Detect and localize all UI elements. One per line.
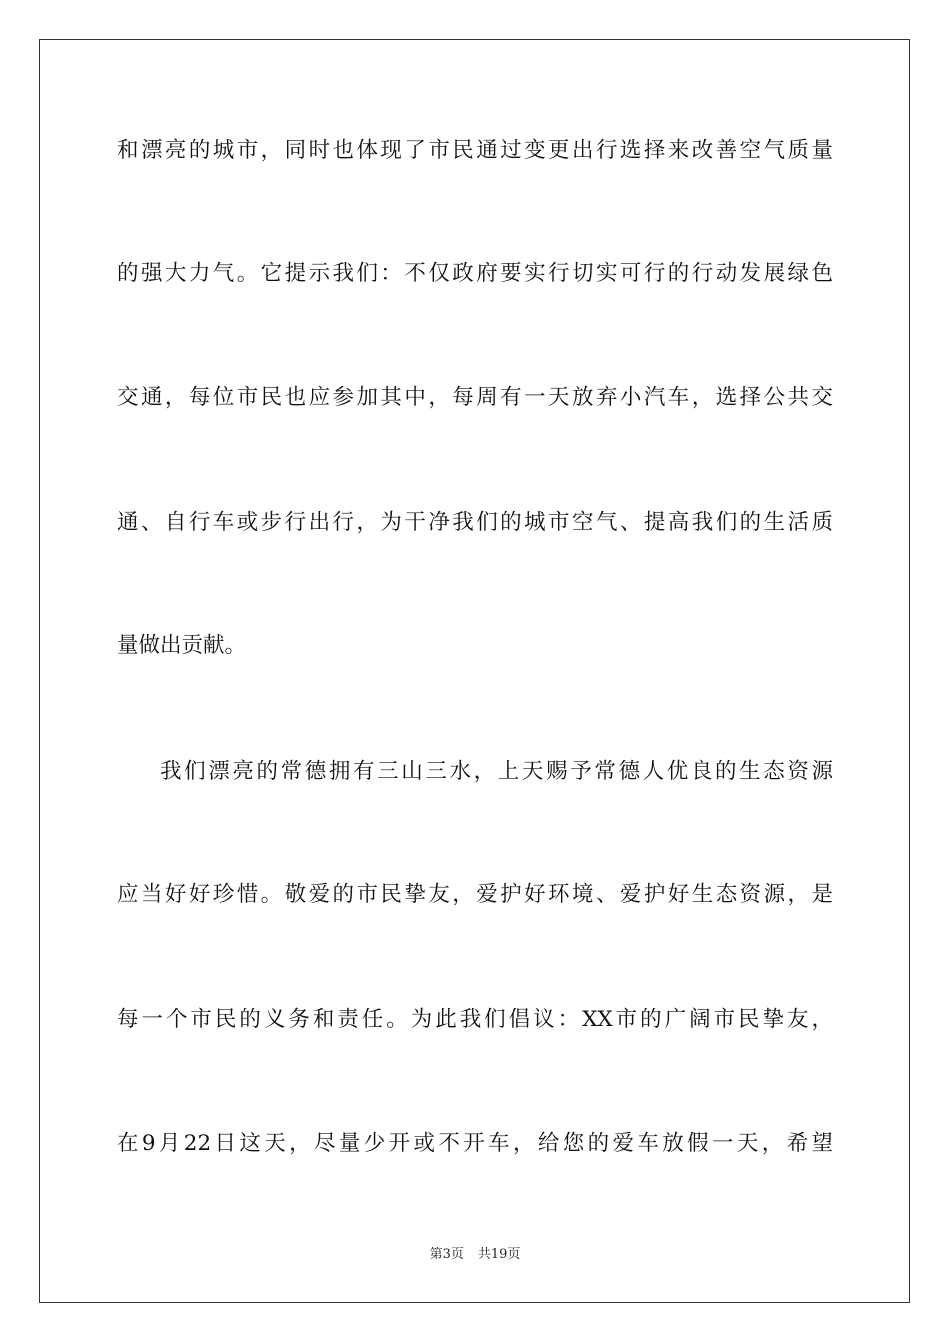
page-total: 共19页 bbox=[477, 1247, 521, 1262]
body-line-7: 应当好好珍惜。敬爱的市民挚友，爱护好环境、爱护好生态资源，是 bbox=[117, 882, 833, 907]
page-border bbox=[39, 39, 910, 1303]
body-line-5: 量做出贡献。 bbox=[117, 633, 247, 658]
body-line-9: 在9月22日这天，尽量少开或不开车，给您的爱车放假一天，希望 bbox=[117, 1131, 833, 1156]
body-line-1: 和漂亮的城市，同时也体现了市民通过变更出行选择来改善空气质量 bbox=[117, 138, 833, 163]
body-line-3: 交通，每位市民也应参加其中，每周有一天放弃小汽车，选择公共交 bbox=[117, 385, 833, 410]
page-footer bbox=[0, 1246, 950, 1264]
body-line-8: 每一个市民的义务和责任。为此我们倡议：XX市的广阔市民挚友， bbox=[117, 1007, 833, 1032]
page-number: 第3页 bbox=[429, 1247, 464, 1262]
body-line-6: 我们漂亮的常德拥有三山三水，上天赐予常德人优良的生态资源 bbox=[160, 759, 833, 784]
body-line-4: 通、自行车或步行出行，为干净我们的城市空气、提高我们的生活质 bbox=[117, 510, 833, 535]
body-line-2: 的强大力气。它提示我们：不仅政府要实行切实可行的行动发展绿色 bbox=[117, 261, 833, 286]
